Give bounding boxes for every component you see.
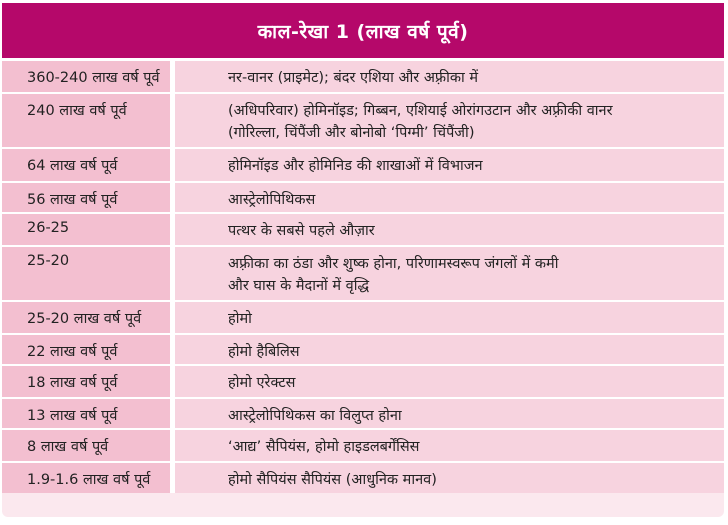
event-cell xyxy=(175,335,724,364)
table-row xyxy=(2,245,724,300)
event-text: ‘आद्य’ सैपियंस, होमो हाइडलबर्गेंसिस xyxy=(228,439,420,455)
event-cell xyxy=(175,430,724,461)
event-text: और घास के मैदानों में वृद्धि xyxy=(228,278,370,294)
period-cell: 18 लाख वर्ष पूर्व xyxy=(2,366,175,397)
period-cell: 25-20 xyxy=(2,247,175,300)
table-row xyxy=(2,147,724,181)
event-cell xyxy=(175,366,724,397)
table-row xyxy=(2,428,724,461)
event-cell xyxy=(175,149,724,181)
period-cell: 8 लाख वर्ष पूर्व xyxy=(2,430,175,461)
event-cell xyxy=(175,463,724,493)
event-cell xyxy=(175,247,724,300)
table-row xyxy=(2,461,724,493)
event-text: अफ़्रीका का ठंडा और शुष्क होना, परिणामस्वरूप जंगलों में कमी xyxy=(228,256,559,272)
period-cell: 360-240 लाख वर्ष पूर्व xyxy=(2,61,175,92)
event-cell xyxy=(175,214,724,245)
period-cell: 1.9-1.6 लाख वर्ष पूर्व xyxy=(2,463,175,493)
event-text: (अधिपरिवार) होमिनॉइड; गिब्बन, एशियाई ओरांगउटान और अफ़्रीकी वानर xyxy=(228,103,613,119)
period-cell: 64 लाख वर्ष पूर्व xyxy=(2,149,175,181)
table-row xyxy=(2,92,724,147)
event-text: पत्थर के सबसे पहले औज़ार xyxy=(228,223,375,239)
table-row xyxy=(2,181,724,212)
table-title: काल-रेखा 1 (लाख वर्ष पूर्व) xyxy=(2,3,724,58)
period-cell: 26-25 xyxy=(2,214,175,245)
table-row xyxy=(2,333,724,364)
event-text: होमो एरेक्टस xyxy=(228,375,296,391)
period-cell: 25-20 लाख वर्ष पूर्व xyxy=(2,302,175,333)
table-row xyxy=(2,212,724,245)
event-text: आस्ट्रेलोपिथिकस का विलुप्त होना xyxy=(228,408,402,424)
period-cell: 13 लाख वर्ष पूर्व xyxy=(2,399,175,428)
event-cell xyxy=(175,61,724,92)
event-cell xyxy=(175,302,724,333)
table-row xyxy=(2,364,724,397)
table-row xyxy=(2,300,724,333)
event-text: होमो सैपियंस सैपियंस (आधुनिक मानव) xyxy=(228,472,437,488)
table-row xyxy=(2,58,724,92)
table-row xyxy=(2,397,724,428)
period-cell: 56 लाख वर्ष पूर्व xyxy=(2,183,175,212)
event-cell xyxy=(175,399,724,428)
period-cell: 240 लाख वर्ष पूर्व xyxy=(2,94,175,147)
event-text: होमो xyxy=(228,311,252,327)
event-text: होमो हैबिलिस xyxy=(228,344,300,360)
timeline-rows xyxy=(2,58,724,493)
event-text: नर-वानर (प्राइमेट); बंदर एशिया और अफ़्रीका में xyxy=(228,70,479,86)
event-cell xyxy=(175,183,724,212)
event-cell xyxy=(175,94,724,147)
period-cell: 22 लाख वर्ष पूर्व xyxy=(2,335,175,364)
event-text: आस्ट्रेलोपिथिकस xyxy=(228,192,316,208)
event-text: होमिनॉइड और होमिनिड की शाखाओं में विभाजन xyxy=(228,158,483,174)
timeline-table xyxy=(2,3,724,517)
event-text: (गोरिल्ला, चिंपैंजी और बोनोबो ‘पिग्मी’ चिंपैंजी) xyxy=(228,125,475,141)
